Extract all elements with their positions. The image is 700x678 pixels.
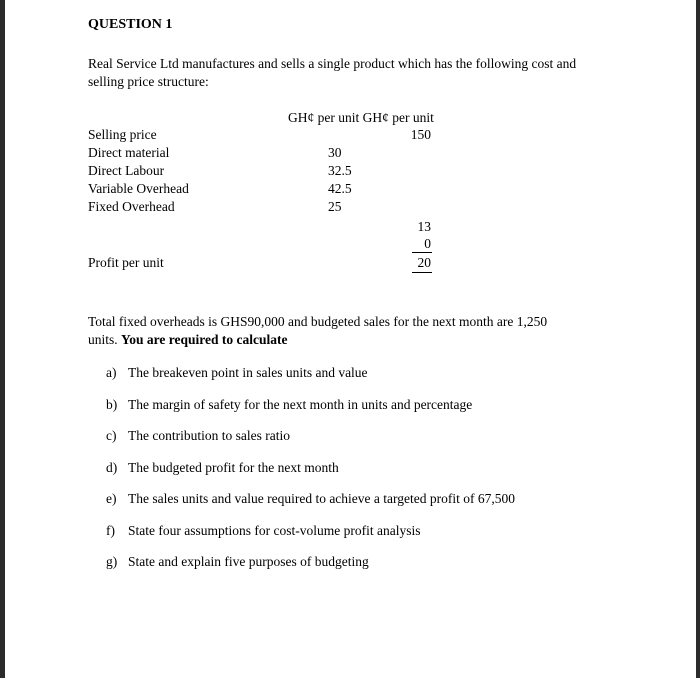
row-label-direct-material: Direct material: [88, 145, 170, 160]
subtotal-line-2: 0: [424, 236, 431, 251]
row-label-variable-overhead: Variable Overhead: [88, 181, 189, 196]
list-item: [106, 365, 515, 397]
task-label: e): [106, 491, 117, 506]
list-item: [106, 397, 515, 429]
profit-bottom-rule: [412, 272, 432, 273]
profit-per-unit-value: 20: [417, 255, 431, 270]
task-label: g): [106, 554, 118, 569]
profit-top-rule: [412, 252, 432, 253]
direct-material-value: 30: [328, 145, 342, 160]
task-list: [106, 365, 515, 586]
task-label: b): [106, 396, 118, 412]
fixed-overhead-value: 25: [328, 199, 342, 214]
table-column-headers: GH¢ per unit GH¢ per unit: [288, 110, 434, 125]
list-item: [106, 460, 515, 492]
task-label: c): [106, 428, 117, 443]
row-label-fixed-overhead: Fixed Overhead: [88, 199, 175, 214]
list-item: [106, 523, 515, 555]
task-text: State and explain five purposes of budgeting: [128, 554, 369, 569]
task-text: The contribution to sales ratio: [128, 428, 290, 443]
closing-paragraph: [88, 313, 568, 349]
task-label: d): [106, 459, 118, 475]
list-item: [106, 428, 515, 460]
closing-text: Total fixed overheads is GHS90,000 and budgeted sales for the next month are 1,250 units.: [88, 314, 548, 347]
task-text: The sales units and value required to achieve a targeted profit of 67,500: [128, 491, 515, 506]
question-title: QUESTION 1: [88, 17, 173, 32]
direct-labour-value: 32.5: [328, 163, 352, 178]
variable-overhead-value: 42.5: [328, 181, 352, 196]
list-item: [106, 554, 515, 586]
task-label: a): [106, 365, 117, 380]
question-intro: Real Service Ltd manufactures and sells a single product which has the following cost and selling price structure:: [88, 56, 577, 89]
list-item: [106, 491, 515, 523]
left-border-strip: [0, 0, 5, 678]
required-instruction: You are required to calculate: [121, 332, 288, 347]
task-text: The margin of safety for the next month in units and percentage: [128, 396, 473, 412]
subtotal-line-1: 13: [417, 219, 431, 234]
row-label-selling-price: Selling price: [88, 127, 157, 142]
task-text: The breakeven point in sales units and value: [128, 365, 368, 380]
row-label-profit-per-unit: Profit per unit: [88, 255, 164, 270]
task-text: The budgeted profit for the next month: [128, 459, 339, 475]
row-label-direct-labour: Direct Labour: [88, 163, 165, 178]
right-border-strip: [696, 0, 700, 678]
task-text: State four assumptions for cost-volume profit analysis: [128, 522, 421, 538]
task-label: f): [106, 522, 115, 538]
selling-price-value: 150: [410, 127, 431, 142]
